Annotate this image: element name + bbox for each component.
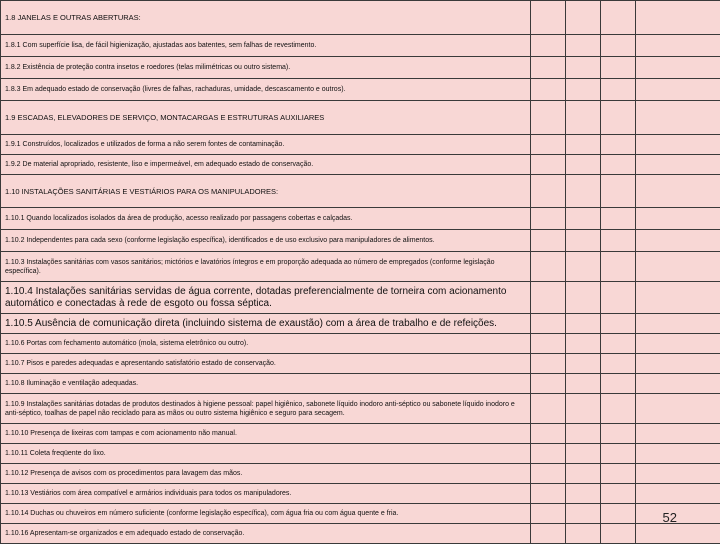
- answer-cell-nao[interactable]: [566, 35, 601, 57]
- observation-cell[interactable]: [636, 354, 720, 374]
- answer-cell-nao[interactable]: [566, 504, 601, 524]
- observation-cell[interactable]: [636, 35, 720, 57]
- answer-cell-nao[interactable]: [566, 464, 601, 484]
- answer-cell-na[interactable]: [601, 314, 636, 334]
- answer-cell-nao[interactable]: [566, 282, 601, 314]
- answer-cell-na[interactable]: [601, 230, 636, 252]
- observation-cell[interactable]: [636, 314, 720, 334]
- answer-cell-sim[interactable]: [531, 394, 566, 424]
- checklist-row: [1, 252, 720, 282]
- item-description: 1.10.1 Quando localizados isolados da área de produção, acesso realizado por passagens cobertas e calçadas.: [1, 208, 531, 230]
- item-description: 1.9.1 Construídos, localizados e utilizados de forma a não serem fontes de contaminação.: [1, 135, 531, 155]
- answer-cell-na[interactable]: [601, 424, 636, 444]
- observation-cell[interactable]: [636, 464, 720, 484]
- item-description: 1.10.2 Independentes para cada sexo (conforme legislação específica), identificados e de uso exclusivo para manipuladores de alimentos.: [1, 230, 531, 252]
- checklist-row: [1, 424, 720, 444]
- answer-cell-sim[interactable]: [531, 334, 566, 354]
- answer-cell-na[interactable]: [601, 374, 636, 394]
- checklist-row: [1, 464, 720, 484]
- observation-cell[interactable]: [636, 424, 720, 444]
- answer-cell-nao[interactable]: [566, 444, 601, 464]
- item-description: 1.9.2 De material apropriado, resistente, liso e impermeável, em adequado estado de conservação.: [1, 155, 531, 175]
- answer-cell-nao[interactable]: [566, 57, 601, 79]
- answer-cell-na[interactable]: [601, 354, 636, 374]
- item-description: 1.10 INSTALAÇÕES SANITÁRIAS E VESTIÁRIOS PARA OS MANIPULADORES:: [1, 175, 531, 208]
- answer-cell-na[interactable]: [601, 394, 636, 424]
- observation-cell[interactable]: [636, 1, 720, 35]
- answer-cell-sim[interactable]: [531, 464, 566, 484]
- observation-cell[interactable]: [636, 394, 720, 424]
- checklist-row: [1, 101, 720, 135]
- answer-cell-na[interactable]: [601, 175, 636, 208]
- item-description: 1.10.4 Instalações sanitárias servidas de água corrente, dotadas preferencialmente de torneira com acionamento automático e conectadas à rede de esgoto ou fossa séptica.: [1, 282, 531, 314]
- page-number: 52: [663, 510, 677, 525]
- answer-cell-nao[interactable]: [566, 524, 601, 544]
- observation-cell[interactable]: [636, 155, 720, 175]
- item-description: 1.10.10 Presença de lixeiras com tampas e com acionamento não manual.: [1, 424, 531, 444]
- item-description: 1.10.14 Duchas ou chuveiros em número suficiente (conforme legislação específica), com água fria ou com água quente e fria.: [1, 504, 531, 524]
- answer-cell-sim[interactable]: [531, 282, 566, 314]
- checklist-row: [1, 374, 720, 394]
- item-description: 1.10.3 Instalações sanitárias com vasos sanitários; mictórios e lavatórios íntegros e em proporção adequada ao número de empregados (conforme legislação específica).: [1, 252, 531, 282]
- answer-cell-na[interactable]: [601, 101, 636, 135]
- answer-cell-sim[interactable]: [531, 354, 566, 374]
- checklist-row: [1, 282, 720, 314]
- item-description: 1.8.2 Existência de proteção contra insetos e roedores (telas milimétricas ou outro sistema).: [1, 57, 531, 79]
- checklist-row: [1, 175, 720, 208]
- answer-cell-nao[interactable]: [566, 79, 601, 101]
- answer-cell-nao[interactable]: [566, 252, 601, 282]
- item-description: 1.10.11 Coleta freqüente do lixo.: [1, 444, 531, 464]
- observation-cell[interactable]: [636, 175, 720, 208]
- observation-cell[interactable]: [636, 334, 720, 354]
- answer-cell-sim[interactable]: [531, 101, 566, 135]
- answer-cell-nao[interactable]: [566, 101, 601, 135]
- item-description: 1.10.6 Portas com fechamento automático (mola, sistema eletrônico ou outro).: [1, 334, 531, 354]
- answer-cell-na[interactable]: [601, 282, 636, 314]
- checklist-row: [1, 314, 720, 334]
- checklist-row: [1, 1, 720, 35]
- checklist-row: [1, 334, 720, 354]
- observation-cell[interactable]: [636, 101, 720, 135]
- answer-cell-sim[interactable]: [531, 35, 566, 57]
- answer-cell-nao[interactable]: [566, 394, 601, 424]
- answer-cell-sim[interactable]: [531, 79, 566, 101]
- answer-cell-nao[interactable]: [566, 155, 601, 175]
- answer-cell-na[interactable]: [601, 334, 636, 354]
- item-description: 1.9 ESCADAS, ELEVADORES DE SERVIÇO, MONTACARGAS E ESTRUTURAS AUXILIARES: [1, 101, 531, 135]
- answer-cell-na[interactable]: [601, 1, 636, 35]
- observation-cell[interactable]: [636, 504, 720, 524]
- checklist-row: [1, 155, 720, 175]
- checklist-row: [1, 79, 720, 101]
- answer-cell-sim[interactable]: [531, 444, 566, 464]
- observation-cell[interactable]: [636, 252, 720, 282]
- answer-cell-na[interactable]: [601, 504, 636, 524]
- answer-cell-sim[interactable]: [531, 314, 566, 334]
- answer-cell-sim[interactable]: [531, 252, 566, 282]
- answer-cell-sim[interactable]: [531, 135, 566, 155]
- answer-cell-sim[interactable]: [531, 57, 566, 79]
- answer-cell-sim[interactable]: [531, 374, 566, 394]
- answer-cell-sim[interactable]: [531, 155, 566, 175]
- observation-cell[interactable]: [636, 444, 720, 464]
- checklist-row: [1, 135, 720, 155]
- answer-cell-na[interactable]: [601, 57, 636, 79]
- checklist-row: [1, 394, 720, 424]
- item-description: 1.8.1 Com superfície lisa, de fácil higienização, ajustadas aos batentes, sem falhas de revestimento.: [1, 35, 531, 57]
- answer-cell-nao[interactable]: [566, 334, 601, 354]
- checklist-row: [1, 504, 720, 524]
- answer-cell-nao[interactable]: [566, 374, 601, 394]
- answer-cell-nao[interactable]: [566, 175, 601, 208]
- answer-cell-na[interactable]: [601, 79, 636, 101]
- answer-cell-na[interactable]: [601, 155, 636, 175]
- answer-cell-sim[interactable]: [531, 208, 566, 230]
- item-description: 1.10.9 Instalações sanitárias dotadas de produtos destinados à higiene pessoal: papel higiênico, sabonete líquido inodoro anti-séptico ou sabonete líquido inodoro e anti-séptico, toalhas de papel não reciclado para as mãos ou outro sistema higiênico e seguro para secagem.: [1, 394, 531, 424]
- checklist-row: [1, 444, 720, 464]
- item-description: 1.8 JANELAS E OUTRAS ABERTURAS:: [1, 1, 531, 35]
- observation-cell[interactable]: [636, 57, 720, 79]
- observation-cell[interactable]: [636, 208, 720, 230]
- observation-cell[interactable]: [636, 79, 720, 101]
- answer-cell-nao[interactable]: [566, 208, 601, 230]
- answer-cell-sim[interactable]: [531, 424, 566, 444]
- answer-cell-na[interactable]: [601, 524, 636, 544]
- answer-cell-nao[interactable]: [566, 314, 601, 334]
- item-description: 1.10.5 Ausência de comunicação direta (incluindo sistema de exaustão) com a área de trabalho e de refeições.: [1, 314, 531, 334]
- answer-cell-na[interactable]: [601, 35, 636, 57]
- item-description: 1.10.7 Pisos e paredes adequadas e apresentando satisfatório estado de conservação.: [1, 354, 531, 374]
- checklist-row: [1, 57, 720, 79]
- checklist-row: [1, 484, 720, 504]
- observation-cell[interactable]: [636, 135, 720, 155]
- answer-cell-na[interactable]: [601, 252, 636, 282]
- answer-cell-na[interactable]: [601, 444, 636, 464]
- answer-cell-nao[interactable]: [566, 484, 601, 504]
- answer-cell-sim[interactable]: [531, 230, 566, 252]
- item-description: 1.10.8 Iluminação e ventilação adequadas.: [1, 374, 531, 394]
- answer-cell-sim[interactable]: [531, 504, 566, 524]
- observation-cell[interactable]: [636, 524, 720, 544]
- answer-cell-nao[interactable]: [566, 424, 601, 444]
- checklist-row: [1, 354, 720, 374]
- answer-cell-na[interactable]: [601, 484, 636, 504]
- answer-cell-nao[interactable]: [566, 354, 601, 374]
- checklist-row: [1, 230, 720, 252]
- answer-cell-na[interactable]: [601, 208, 636, 230]
- item-description: 1.10.12 Presença de avisos com os procedimentos para lavagem das mãos.: [1, 464, 531, 484]
- observation-cell[interactable]: [636, 484, 720, 504]
- answer-cell-na[interactable]: [601, 464, 636, 484]
- answer-cell-nao[interactable]: [566, 135, 601, 155]
- item-description: 1.8.3 Em adequado estado de conservação (livres de falhas, rachaduras, umidade, descascamento e outros).: [1, 79, 531, 101]
- answer-cell-sim[interactable]: [531, 1, 566, 35]
- checklist-row: [1, 524, 720, 544]
- answer-cell-nao[interactable]: [566, 230, 601, 252]
- item-description: 1.10.16 Apresentam-se organizados e em adequado estado de conservação.: [1, 524, 531, 544]
- answer-cell-sim[interactable]: [531, 175, 566, 208]
- answer-cell-nao[interactable]: [566, 1, 601, 35]
- observation-cell[interactable]: [636, 230, 720, 252]
- checklist-row: [1, 208, 720, 230]
- observation-cell[interactable]: [636, 282, 720, 314]
- answer-cell-sim[interactable]: [531, 524, 566, 544]
- observation-cell[interactable]: [636, 374, 720, 394]
- answer-cell-na[interactable]: [601, 135, 636, 155]
- checklist-row: [1, 35, 720, 57]
- item-description: 1.10.13 Vestiários com área compatível e armários individuais para todos os manipuladores.: [1, 484, 531, 504]
- answer-cell-sim[interactable]: [531, 484, 566, 504]
